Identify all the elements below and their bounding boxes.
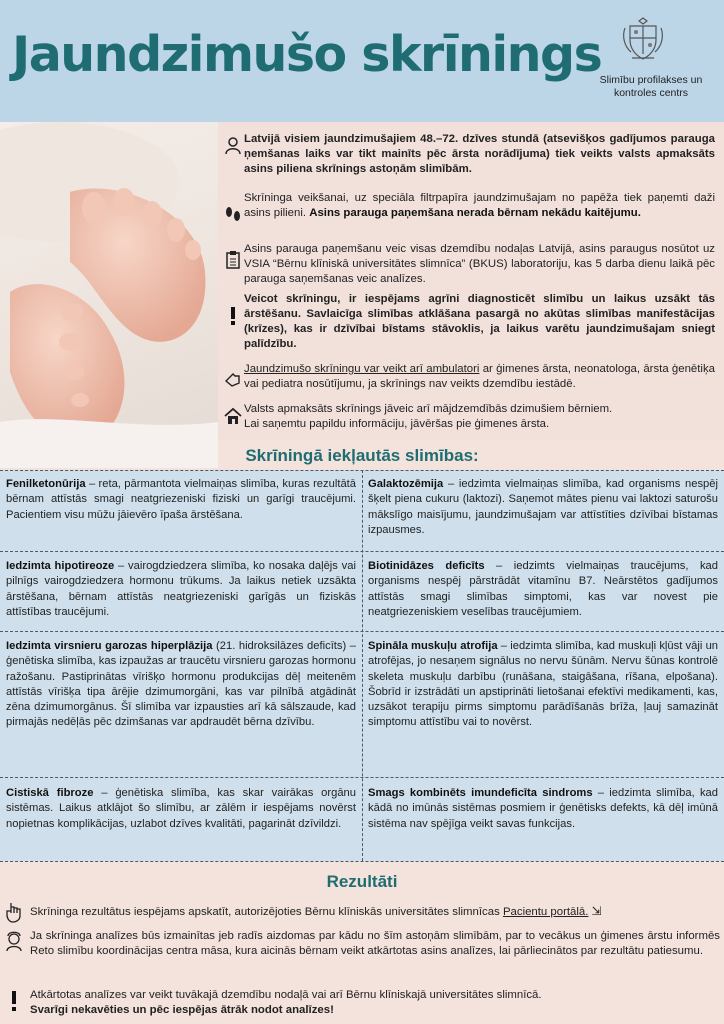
footprints-icon (223, 204, 243, 224)
disease-adrenal-hyperplasia: Iedzimta virsnieru garozas hiperplāzija (21. hidroksilāzes deficīts) – ģenētiska slimība, kas izpaužas ar traucētu virsnieru garozas hormonu ražošanu. Pastiprinātas vīrišķo hormonu produkcijas dēļ meitenēm attīstās vīrišķa tipa ārējie dzimumorgāni, kas var pilnībā atgādināt zēna dzimumorgānus. Šī slimība var izpausties arī kā sālszaude, kad pirmajās nedēļās pēc dzimšanas var apdraudēt bērna dzīvību. (6, 640, 356, 729)
intro-paragraph-5: Jaundzimušo skrīningu var veikt arī ambulatori ar ģimenes ārsta, neonatologa, ārsta ģenētiķa vai pediatra nosūtījumu, ja skrīnings nav veikts dzemdību iestādē. (244, 363, 715, 390)
disease-cystic-fibrosis: Cistiskā fibroze – ģenētiska slimība, kas skar vairākas orgānu sistēmas. Laikus atklājot šo slimību, ar zālēm ir iespējams novērst nopietnas komplikācijas, uzlabot dzīves kvalitāti, pagarināt dzīvildzi. (6, 787, 356, 830)
results-heading: Rezultāti (326, 872, 398, 891)
header-banner (0, 0, 724, 122)
coat-of-arms-icon (620, 14, 666, 64)
disease-biotinidase-deficiency: Biotinidāzes deficīts – iedzimts vielmaiņas traucējums, kad organisms nespēj pārstrādāt vitamīnu B7. Neārstētos gadījumos attīstās smagi slimības simptomi, kas var novest pie neatgriezeniskiem veselības traucējumiem. (368, 560, 718, 618)
diseases-heading: Skrīningā iekļautās slimības: (245, 446, 479, 465)
ambulatory-link[interactable]: Jaundzimušo skrīningu var veikt arī ambulatori (244, 363, 480, 375)
intro-paragraph-3: Asins parauga paņemšanu veic visas dzemdību nodaļas Latvijā, asins paraugus nosūtot uz VSIA “Bērnu klīniskā universitātes slimnīca” (BKUS) laboratoriju, kas 5 darba dienu laikā pēc parauga saņemšanas veic analīzes. (244, 243, 715, 285)
disease-hypothyroidism: Iedzimta hipotireoze – vairogdziedzera slimība, ko nosaka daļējs vai pilnīgs vairogdziedzera hormonu trūkums. Ja laikus netiek uzsākta ārstēšana, bērnam attīstās neatgriezeniski garīgās un fiziskās attīstības traucējumi. (6, 560, 356, 618)
results-paragraph-3: Atkārtotas analīzes var veikt tuvākajā dzemdību nodaļā vai arī Bērnu klīniskajā universitātes slimnīcā. Svarīgi nekavēties un pēc iespējas ātrāk nodot analīzes! (30, 989, 542, 1016)
baby-feet-illustration (0, 122, 218, 468)
grid-vertical-divider (362, 470, 363, 861)
organization-name: Slimību profilakses un kontroles centrs (599, 74, 703, 99)
baby-icon (223, 136, 243, 156)
intro-paragraph-6: Valsts apmaksāts skrīnings jāveic arī mājdzemdībās dzimušiem bērniem. Lai saņemtu papildu informāciju, jāvēršas pie ģimenes ārsta. (244, 403, 613, 430)
exclamation-icon (4, 990, 24, 1012)
cursor-arrow-icon: ⇲ (591, 904, 602, 918)
intro-section (218, 122, 724, 440)
pointer-hand-icon (223, 369, 243, 389)
pointer-hand-icon (4, 901, 24, 923)
intro-paragraph-2: Skrīninga veikšanai, uz speciāla filtrpapīra jaundzimušajam no papēža tiek paņemti daži asins pilieni. Asins parauga paņemšana nerada bērnam nekādu kaitējumu. (244, 192, 715, 219)
intro-paragraph-4: Veicot skrīningu, ir iespējams agrīni diagnosticēt slimību un laikus uzsākt tās ārstēšanu. Savlaicīga slimības atklāšana pasargā no akūtas slimības manifestācijas (krīzes), kas ir dzīvībai bīstams stāvoklis, ja laikus varētu jaundzimušajam sniegt palīdzību. (244, 293, 715, 350)
patient-portal-link[interactable]: Pacientu portālā. (502, 906, 589, 918)
grid-divider (0, 861, 724, 862)
results-paragraph-2: Ja skrīninga analīzes būs izmainītas jeb radīs aizdomas par kādu no šīm astoņām slimībām, par to vecākus un ģimenes ārstu informēs Reto slimību koordinācijas centra māsa, kura aicinās bērnam veikt atkārtotas asins analīzes, lai pārliecinātos par rezultātu patiesumu. (30, 930, 720, 957)
intro-paragraph-1: Latvijā visiem jaundzimušajiem 48.–72. dzīves stundā (atsevišķos gadījumos parauga ņemšanas laiks var tikt mainīts pēc ārsta norādījuma) tiek veikts valsts apmaksāts asins piliena skrīnings astoņām slimībām. (244, 133, 715, 175)
disease-phenylketonuria: Fenilketonūrija – reta, pārmantota vielmaiņas slimība, kuras rezultātā bērnam attīstās smagi neatgriezeniski fiziski un garīgi traucējumi. Pacientiem visu mūžu jāievēro īpaša ārstēšana. (6, 478, 356, 521)
results-paragraph-1: Skrīninga rezultātus iespējams apskatīt, autorizējoties Bērnu klīniskās universitātes slimnīcas Pacientu portālā. ⇲ (30, 904, 602, 918)
nurse-icon (4, 930, 24, 952)
page-title: Jaundzimušo skrīnings (12, 26, 602, 83)
exclamation-icon (223, 306, 243, 326)
disease-spinal-muscular-atrophy: Spināla muskuļu atrofija – iedzimta slimība, kad muskuļi kļūst vāji un atrofējas, jo nesaņem signālus no nervu šūnām. Nervu šūnas kontrolē skeleta muskuļu darbību (runāšana, staigāšana, rīšana, elpošana). Šobrīd ir izstrādāti un apstiprināti lietošanai efektīvi medikamenti, kas, uzsākot terapiju pirms simptomu parādīšanās brīža, ļauj samazināt simptomu attīstību vai to novērst. (368, 640, 719, 729)
baby-feet-photo (0, 122, 218, 468)
disease-scid: Smags kombinēts imundeficīta sindroms – iedzimta slimība, kad kādā no imūnās sistēmas posmiem ir ģenētisks defekts, kā dēļ imūnā sistēma nav spējīga veikt savas funkcijas. (368, 787, 718, 830)
clipboard-icon (223, 250, 243, 270)
house-icon (223, 406, 243, 426)
disease-galactosemia: Galaktozēmija – iedzimta vielmaiņas slimība, kad organisms nespēj šķelt piena cukuru (laktozi). Saņemot mātes pienu vai laktozi saturošu mākslīgo maisījumu, jaundzimušajam var attīstīties dzīvībai bīstamas izpausmes. (368, 478, 718, 536)
